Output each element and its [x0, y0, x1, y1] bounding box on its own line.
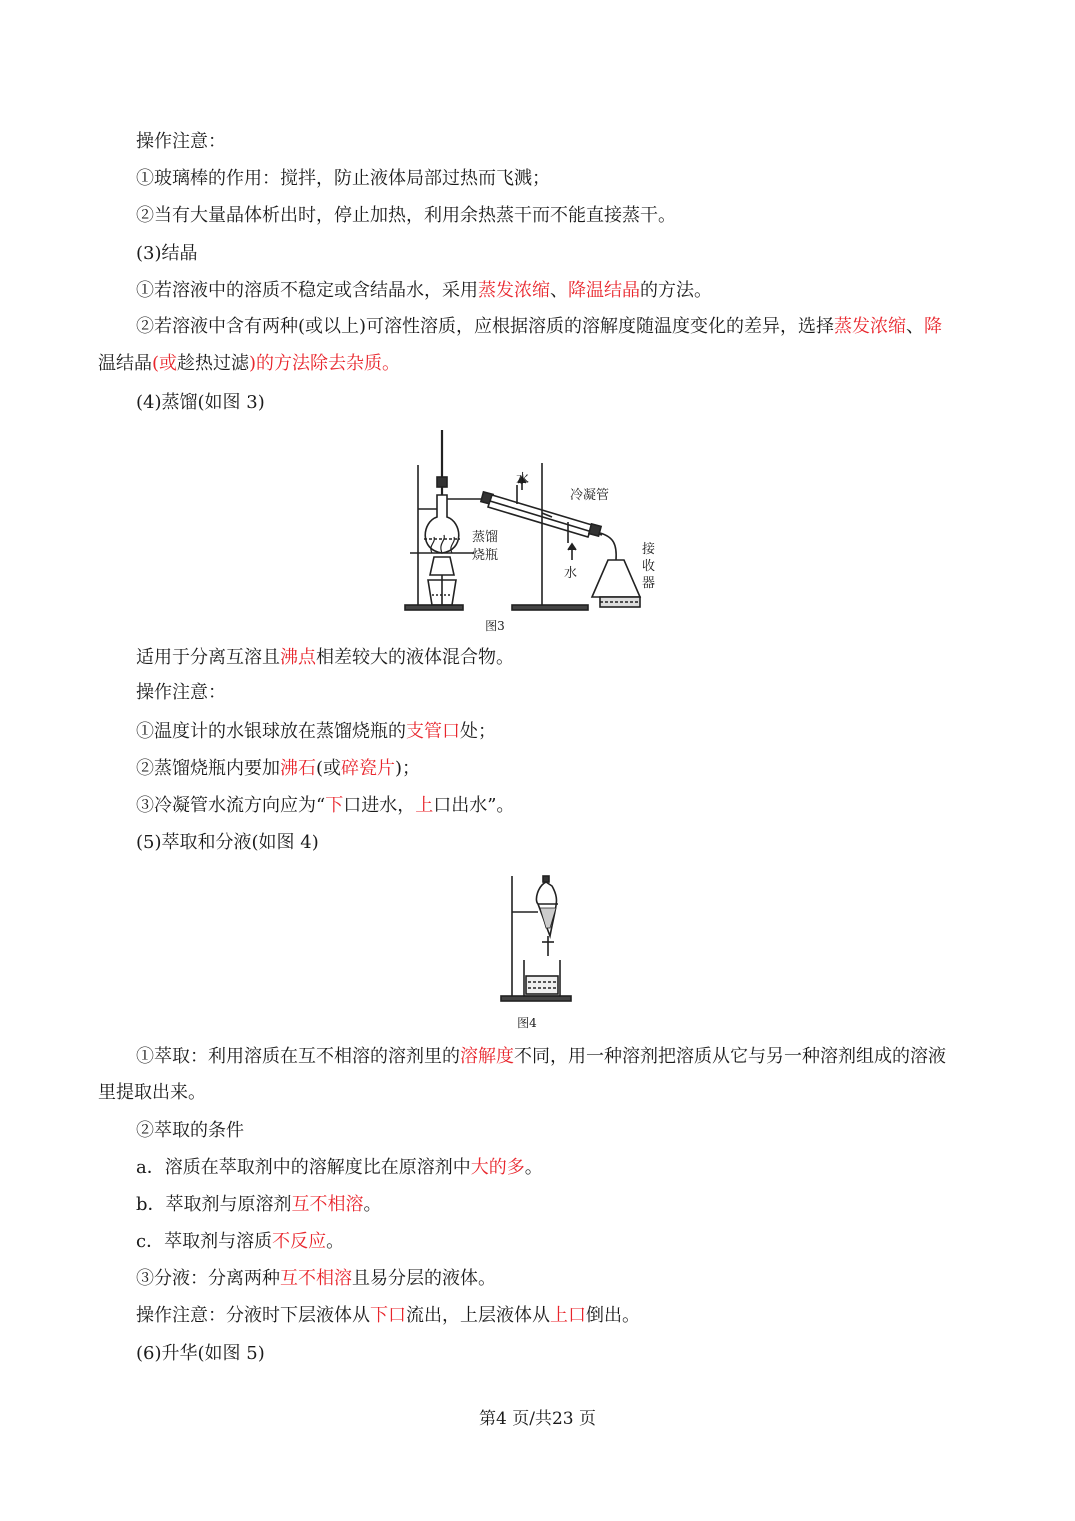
text-segment: b．萃取剂与原溶剂	[136, 1194, 292, 1215]
text-segment: (6)升华(如图 5)	[136, 1343, 265, 1364]
label-water-bottom: 水	[564, 566, 578, 581]
text-line	[136, 1304, 640, 1328]
highlight-text: 上口	[550, 1305, 586, 1326]
text-segment: (3)结晶	[136, 243, 198, 264]
highlight-text: 互不相溶	[280, 1268, 352, 1289]
section-heading	[136, 1342, 265, 1366]
highlight-text: (或	[152, 353, 178, 374]
text-segment: (4)蒸馏(如图 3)	[136, 392, 265, 413]
text-line	[136, 1193, 382, 1217]
text-segment: ③冷凝管水流方向应为“	[136, 795, 326, 816]
text-segment: )；	[395, 758, 421, 779]
text-line	[136, 204, 676, 228]
text-line	[98, 352, 400, 376]
text-segment: 。	[326, 1231, 345, 1252]
text-line	[136, 167, 550, 191]
text-segment: 处；	[460, 721, 496, 742]
label-condenser: 冷凝管	[570, 488, 610, 503]
text-segment: 口出水”。	[433, 795, 515, 816]
text-segment: 倒出。	[586, 1305, 640, 1326]
text-segment: 里提取出来。	[98, 1082, 206, 1103]
text-segment: 操作注意：	[136, 682, 226, 703]
label-flask-1: 蒸馏	[472, 530, 499, 545]
highlight-text: 上	[415, 795, 434, 816]
text-segment: ②萃取的条件	[136, 1120, 244, 1141]
highlight-text: 沸点	[280, 647, 316, 668]
text-segment: a．溶质在萃取剂中的溶解度比在原溶剂中	[136, 1157, 471, 1178]
text-segment: 、	[550, 280, 568, 301]
highlight-text: 支管口	[406, 721, 460, 742]
text-segment: ②蒸馏烧瓶内要加	[136, 758, 280, 779]
text-line	[136, 1119, 244, 1143]
text-line	[136, 681, 226, 705]
highlight-text: 蒸发浓缩	[478, 280, 550, 301]
text-line	[136, 1045, 946, 1069]
section-heading	[136, 831, 319, 855]
text-line	[136, 757, 420, 781]
highlight-text: 下	[325, 795, 344, 816]
text-segment: 温结晶	[98, 353, 152, 374]
highlight-text: 降	[924, 316, 943, 337]
figure-caption: 图3	[485, 619, 505, 633]
text-segment: (或	[316, 758, 342, 779]
text-line	[136, 794, 514, 818]
highlight-text: 碎瓷片	[341, 758, 396, 779]
text-segment: 。	[363, 1194, 382, 1215]
section-heading	[136, 242, 198, 266]
text-line	[136, 1230, 344, 1254]
text-segment: 、	[906, 316, 925, 337]
label-flask-2: 烧瓶	[472, 548, 499, 563]
text-segment: 不同，用一种溶剂把溶质从它与另一种溶剂组成的溶液	[514, 1046, 946, 1067]
highlight-text: 溶解度	[460, 1046, 514, 1067]
label-water-top: 水	[516, 472, 530, 487]
highlight-text: 下口	[370, 1305, 406, 1326]
text-segment: (5)萃取和分液(如图 4)	[136, 832, 319, 853]
highlight-text: 降温结晶	[568, 280, 640, 301]
text-line	[98, 1081, 206, 1105]
highlight-text: 不反应	[272, 1231, 327, 1252]
text-line	[136, 720, 496, 744]
text-segment: 操作注意：	[136, 131, 226, 152]
text-line	[136, 646, 514, 670]
text-segment: 口进水，	[343, 795, 416, 816]
text-line	[136, 279, 712, 303]
text-line	[136, 1267, 496, 1291]
page-footer: 第4 页/共23 页	[479, 1409, 596, 1429]
text-segment: ①玻璃棒的作用：搅拌，防止液体局部过热而飞溅；	[136, 168, 550, 189]
text-segment: 且易分层的液体。	[352, 1268, 496, 1289]
text-segment: ③分液：分离两种	[136, 1268, 280, 1289]
separatory-funnel-figure	[498, 872, 578, 1002]
text-segment: ①温度计的水银球放在蒸馏烧瓶的	[136, 721, 406, 742]
text-line	[136, 130, 226, 154]
text-segment: ①萃取：利用溶质在互不相溶的溶剂里的	[136, 1046, 460, 1067]
text-segment: c．萃取剂与溶质	[136, 1231, 273, 1252]
text-segment: 趁热过滤	[177, 353, 250, 374]
label-receiver-2: 收	[642, 559, 656, 574]
text-segment: ①若溶液中的溶质不稳定或含结晶水，采用	[136, 280, 478, 301]
highlight-text: 互不相溶	[291, 1194, 364, 1215]
text-line	[136, 315, 942, 339]
label-receiver-1: 接	[642, 542, 656, 557]
text-segment: 相差较大的液体混合物。	[316, 647, 514, 668]
text-segment: ②若溶液中含有两种(或以上)可溶性溶质，应根据溶质的溶解度随温度变化的差异，选择	[136, 316, 835, 337]
highlight-text: 蒸发浓缩	[834, 316, 907, 337]
figure-caption: 图4	[517, 1016, 537, 1030]
text-line	[136, 1156, 543, 1180]
label-receiver-3: 器	[642, 576, 656, 591]
text-segment: 的方法。	[640, 280, 712, 301]
highlight-text: 大的多	[470, 1157, 525, 1178]
text-segment: 适用于分离互溶且	[136, 647, 280, 668]
text-segment: 流出，上层液体从	[406, 1305, 550, 1326]
text-segment: 操作注意：分液时下层液体从	[136, 1305, 370, 1326]
text-segment: 。	[524, 1157, 543, 1178]
distillation-apparatus-figure	[402, 425, 662, 625]
section-heading	[136, 391, 265, 415]
highlight-text: 沸石	[280, 758, 316, 779]
highlight-text: )的方法除去杂质。	[249, 353, 401, 374]
text-segment: ②当有大量晶体析出时，停止加热，利用余热蒸干而不能直接蒸干。	[136, 205, 676, 226]
